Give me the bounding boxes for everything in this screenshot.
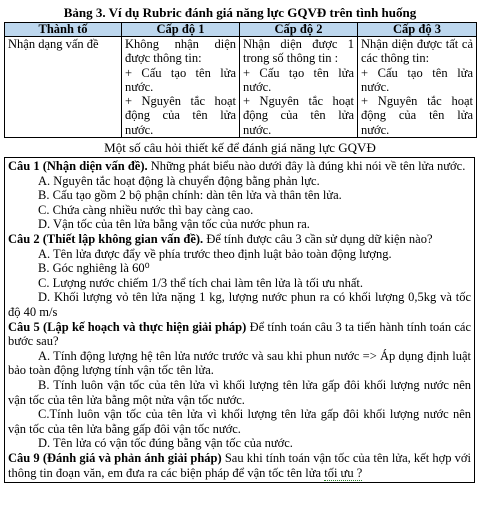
- question-9-head: Câu 9 (Đánh giá và phản ánh giải pháp): [8, 450, 222, 465]
- question-9: [8, 451, 471, 480]
- cell-component: Nhận dạng vấn đề: [5, 37, 122, 138]
- question-9-text: Sau khi tính toán vận tốc của tên lửa, kết hợp với thông tin đoạn văn, em đưa ra các biện pháp để vận tốc tên lửa: [8, 450, 471, 480]
- q5-option-a: A. Tính động lượng hệ tên lửa nước trước và sau khi phun nước => Áp dụng định luật bảo toàn động lượng tính vận tốc tên lửa.: [8, 348, 471, 378]
- q1-option-b: B. Cấu tạo gồm 2 bộ phận chính: dàn tên lửa và thân tên lửa.: [38, 188, 342, 203]
- header-level-3: Cấp độ 3: [358, 23, 477, 37]
- question-5-head: Câu 5 (Lập kế hoạch và thực hiện giải pháp): [8, 319, 247, 334]
- q1-option-c: C. Chứa càng nhiều nước thì bay càng cao.: [38, 202, 254, 217]
- question-1: [8, 159, 471, 174]
- question-5-text: Để tính toán câu 3 ta tiến hành tính toán các bước sau?: [8, 319, 472, 349]
- question-1-text: Những phát biểu nào dưới đây là đúng khi nói về tên lửa nước.: [147, 159, 466, 174]
- cell-level-1: Không nhận diện được thông tin: + Cấu tạo tên lửa nước. + Nguyên tắc hoạt động của tên lửa nước.: [122, 37, 240, 138]
- q1-option-a: A. Nguyên tắc hoạt động là chuyển động bằng phản lực.: [38, 173, 320, 188]
- q1-option-d: D. Vận tốc của tên lửa bằng vận tốc của nước phun ra.: [38, 217, 310, 232]
- header-component: Thành tố: [5, 23, 122, 37]
- question-1-head: Câu 1 (Nhận diện vấn đề).: [8, 159, 148, 174]
- table-title: Bảng 3. Ví dụ Rubric đánh giá năng lực GQVĐ trên tình huống: [63, 5, 417, 20]
- q2-option-a: A. Tên lửa được đẩy về phía trước theo định luật bảo toàn động lượng.: [38, 246, 392, 261]
- question-2-head: Câu 2 (Thiết lập không gian vấn đề).: [8, 232, 204, 247]
- q2-option-c: C. Lượng nước chiếm 1/3 thể tích chai làm tên lửa là tối ưu nhất.: [38, 275, 363, 290]
- q5-option-b: B. Tính luôn vận tốc của tên lửa vì khối lượng tên lửa gấp đôi khối lượng nước nên vận tốc của tên lửa bằng một nửa vận tốc nước.: [8, 377, 471, 407]
- question-2-text: Để tính được câu 3 cần sử dụng dữ kiện nào?: [203, 232, 433, 247]
- cell-level-3: Nhận diện được tất cả các thông tin: + Cấu tạo tên lửa nước. + Nguyên tắc hoạt động của tên lửa nước.: [358, 37, 477, 138]
- header-level-1: Cấp độ 1: [122, 23, 240, 37]
- question-5: [8, 320, 471, 349]
- header-level-2: Cấp độ 2: [240, 23, 358, 37]
- question-2: [8, 232, 471, 247]
- q2-option-d: D. Khối lượng vỏ tên lửa nặng 1 kg, lượng nước phun ra có khối lượng 0,5kg và tốc độ 40 m/s: [8, 290, 471, 320]
- q5-option-d: D. Tên lửa có vận tốc đúng bằng vận tốc của nước.: [38, 436, 293, 451]
- table-row: [5, 37, 477, 138]
- table-header-row: [5, 23, 477, 37]
- q5-option-c: C.Tính luôn vận tốc của tên lửa vì khối lượng tên lửa gấp đôi khối lượng nước nên vận tốc của tên lửa bằng gấp đôi vận tốc nước.: [8, 407, 471, 436]
- section-title: Một số câu hỏi thiết kế để đánh giá năng lực GQVĐ: [104, 140, 376, 156]
- cell-level-2: Nhận diện được 1 trong số thông tin : + Cấu tạo tên lửa nước. + Nguyên tắc hoạt động của tên lửa nước.: [240, 37, 358, 138]
- questions-box: [4, 157, 475, 483]
- question-9-tail: tối ưu ?: [324, 465, 363, 480]
- rubric-table: [4, 22, 477, 138]
- q2-option-b: B. Góc nghiêng là 60⁰: [38, 261, 150, 276]
